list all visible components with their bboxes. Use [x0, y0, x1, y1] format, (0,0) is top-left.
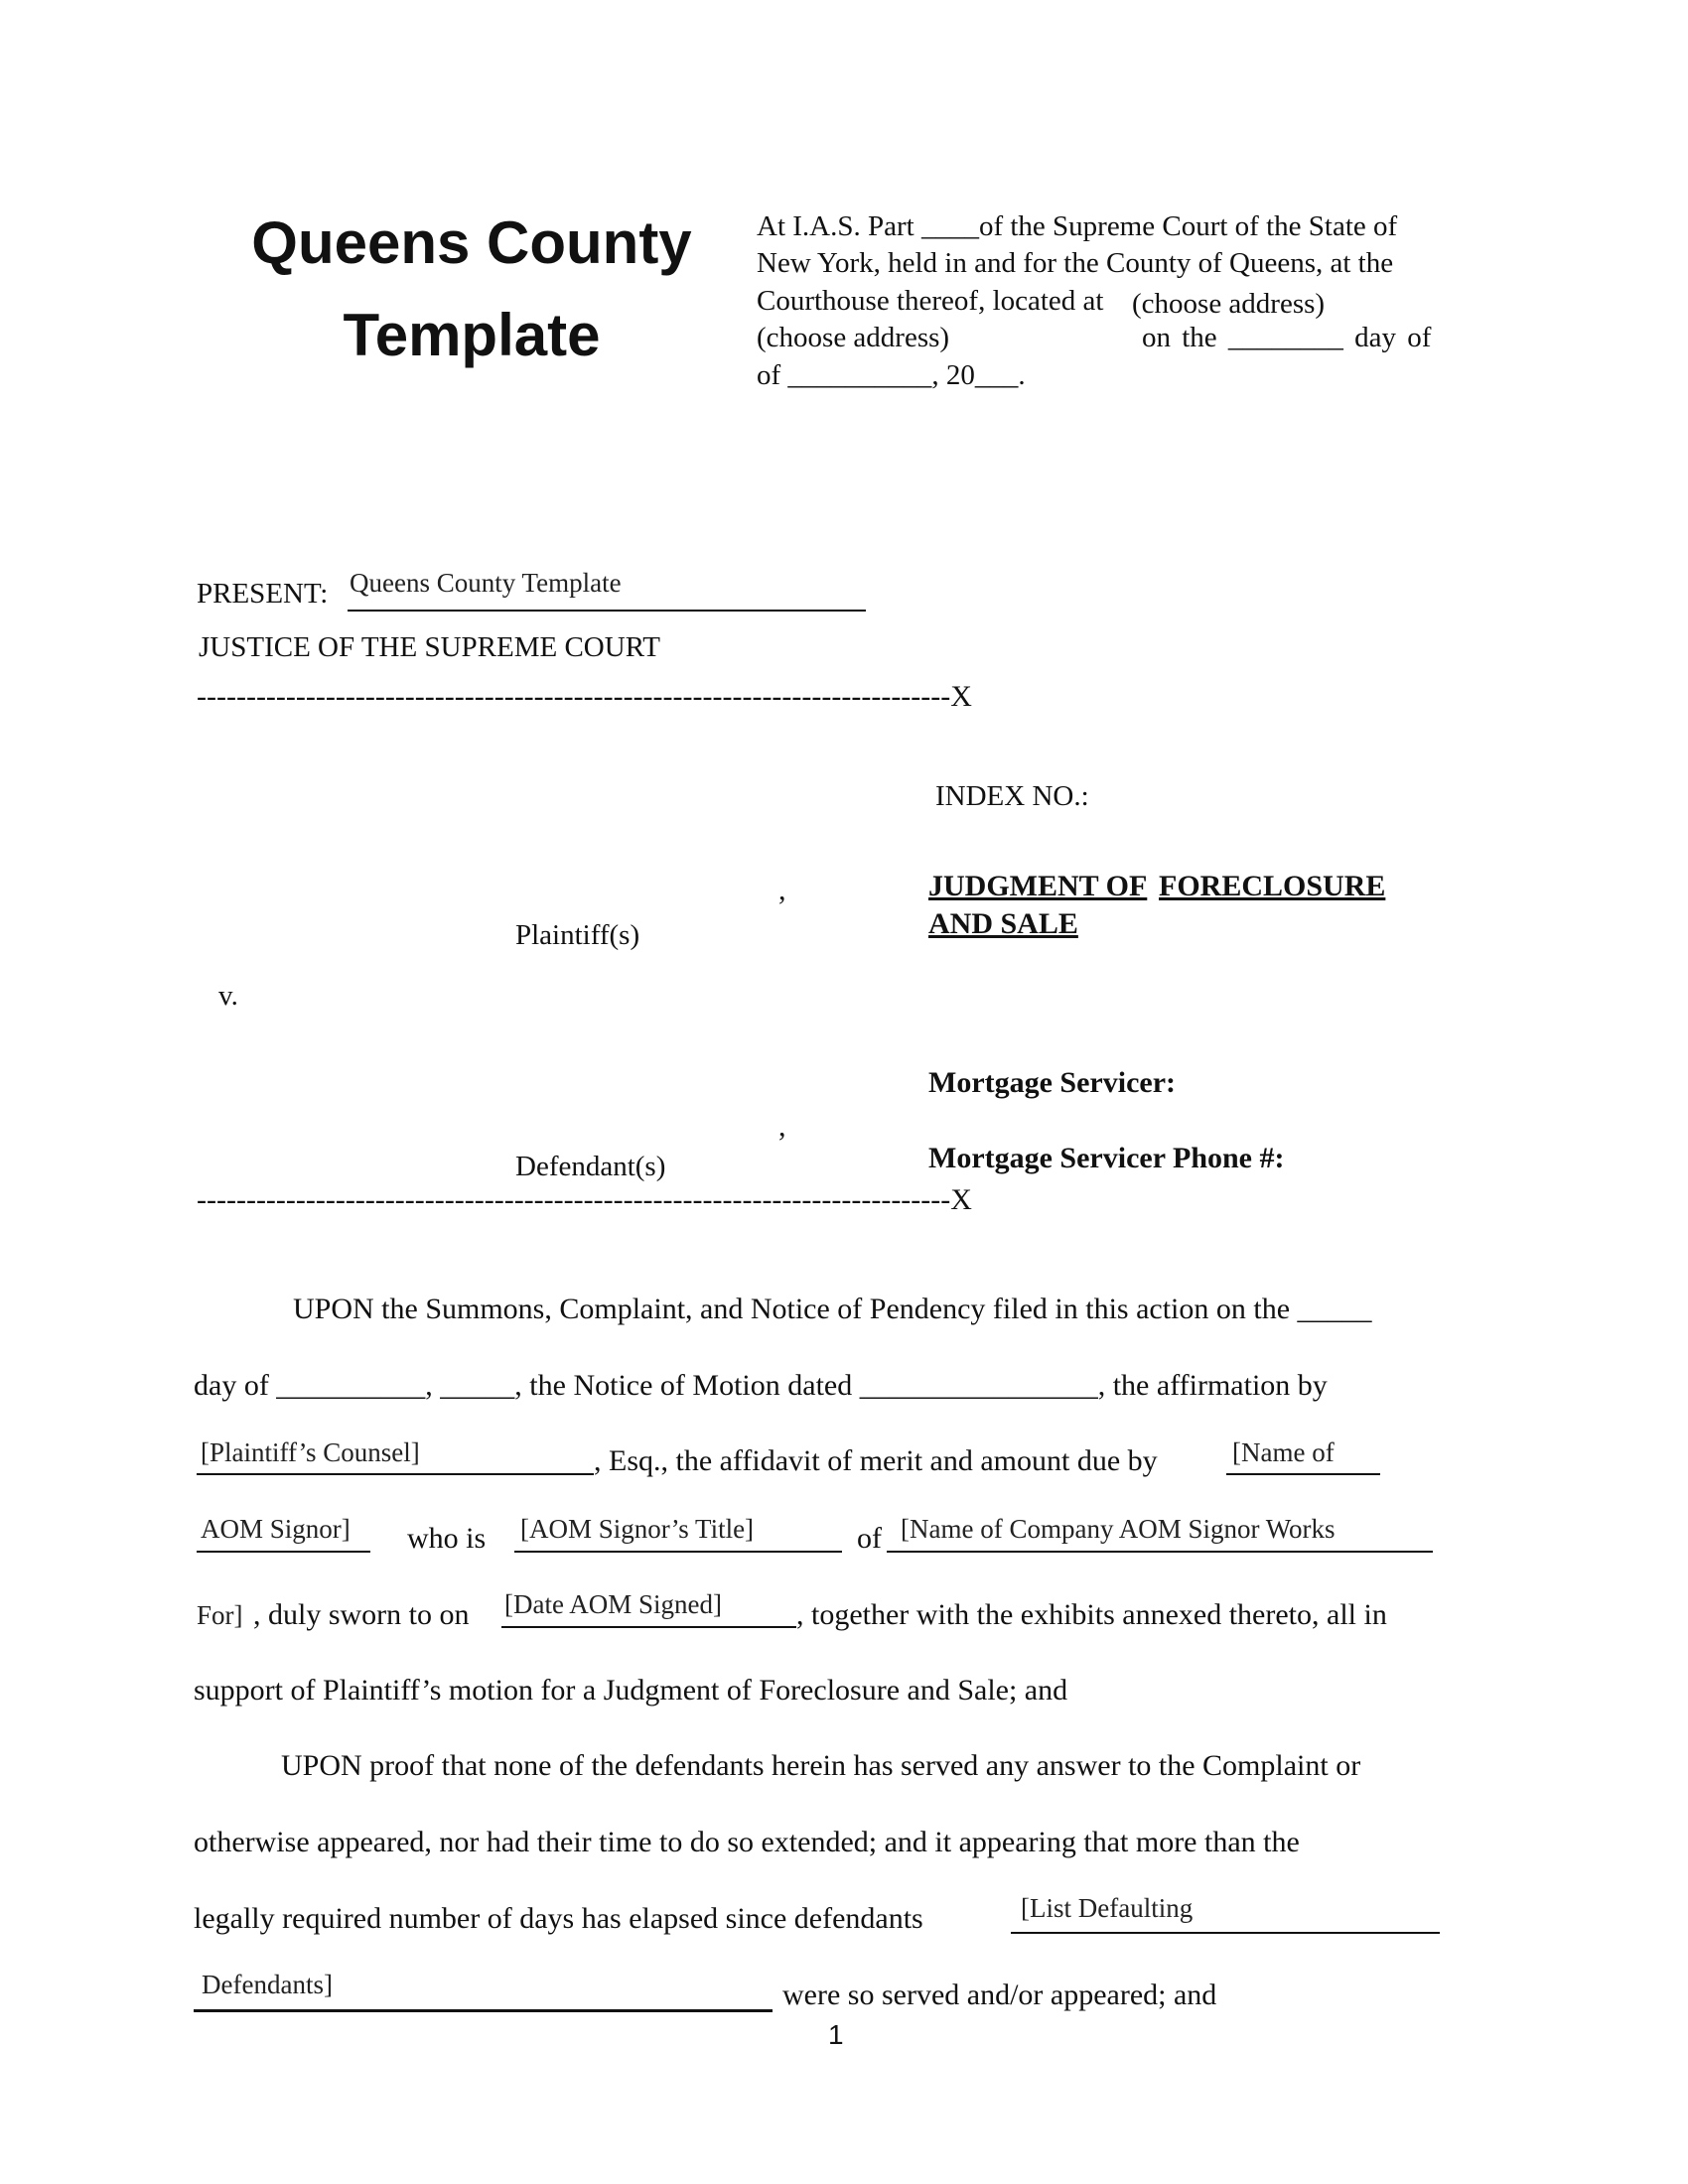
caption-address-field-2[interactable]: (choose address)	[757, 322, 950, 353]
paragraph2-line2: otherwise appeared, nor had their time to do so extended; and it appearing that more than the	[194, 1826, 1300, 1858]
present-value: Queens County Template	[350, 568, 622, 598]
aom-name-value-b: AOM Signor]	[201, 1514, 351, 1544]
present-label: PRESENT:	[197, 578, 329, 610]
paragraph2-line3: legally required number of days has elapsed since defendants	[194, 1902, 923, 1935]
document-title-line2: Template	[343, 302, 601, 368]
plaintiff-counsel-field[interactable]	[197, 1437, 594, 1475]
caption-line1: At I.A.S. Part ____of the Supreme Court of the State of	[757, 210, 1398, 242]
date-aom-signed-field[interactable]	[501, 1588, 796, 1628]
defaulting-defendants-value-b: Defendants]	[202, 1970, 333, 1999]
of-label: of	[857, 1522, 882, 1555]
paragraph1-line5-start: , duly sworn to on	[253, 1598, 470, 1631]
versus-label: v.	[218, 980, 238, 1012]
defendant-label: Defendant(s)	[515, 1151, 666, 1182]
aom-name-field-b[interactable]	[197, 1513, 370, 1553]
page-number: 1	[828, 2019, 844, 2050]
defendant-comma: ,	[778, 1110, 786, 1143]
caption-divider-bottom: ----------------------------------------------------------------------------X	[197, 1183, 972, 1216]
aom-name-value-a: [Name of	[1232, 1437, 1335, 1467]
mortgage-servicer-label: Mortgage Servicer:	[928, 1066, 1177, 1099]
paragraph2-line1: UPON proof that none of the defendants herein has served any answer to the Complaint or	[281, 1749, 1361, 1782]
aom-title-value: [AOM Signor’s Title]	[520, 1514, 755, 1544]
document-title-line1: Queens County	[251, 209, 692, 276]
justice-label: JUSTICE OF THE SUPREME COURT	[199, 631, 661, 663]
caption-address-field-1[interactable]: (choose address)	[1132, 288, 1326, 320]
caption-line5: of __________, 20___.	[757, 359, 1026, 391]
judgment-title-part3: AND SALE	[928, 907, 1078, 940]
company-value-a: [Name of Company AOM Signor Works	[901, 1514, 1336, 1544]
company-field-a[interactable]	[887, 1513, 1433, 1553]
defaulting-defendants-field-b[interactable]	[194, 1968, 773, 2012]
defaulting-defendants-field-a[interactable]	[1011, 1892, 1440, 1934]
plaintiff-comma: ,	[778, 874, 786, 906]
paragraph1-line1: UPON the Summons, Complaint, and Notice of Pendency filed in this action on the _____	[293, 1293, 1372, 1325]
paragraph1-line6: support of Plaintiff’s motion for a Judgment of Foreclosure and Sale; and	[194, 1674, 1068, 1706]
caption-on-the: on the ________ day of	[1142, 322, 1432, 353]
paragraph1-line2: day of __________, _____, the Notice of Motion dated ________________, the affirmation by	[194, 1369, 1328, 1402]
defaulting-defendants-value-a: [List Defaulting	[1021, 1893, 1194, 1923]
date-aom-signed-value: [Date AOM Signed]	[504, 1589, 722, 1619]
aom-name-field-a[interactable]	[1226, 1437, 1380, 1475]
plaintiff-counsel-value: [Plaintiff’s Counsel]	[201, 1437, 420, 1467]
paragraph2-line4-end: were so served and/or appeared; and	[782, 1979, 1217, 2011]
company-value-b[interactable]: For]	[197, 1600, 243, 1630]
caption-divider-top: ----------------------------------------------------------------------------X	[197, 680, 972, 713]
paragraph1-line5-end: , together with the exhibits annexed thereto, all in	[796, 1598, 1387, 1631]
present-field[interactable]	[348, 566, 866, 612]
paragraph1-line3: , Esq., the affidavit of merit and amount due by	[594, 1444, 1158, 1477]
judgment-title-part1: JUDGMENT OF	[928, 870, 1148, 902]
caption-line3: Courthouse thereof, located at	[757, 285, 1104, 317]
plaintiff-label: Plaintiff(s)	[515, 919, 640, 951]
aom-title-field[interactable]	[514, 1513, 842, 1553]
judgment-title-part2: FORECLOSURE	[1159, 870, 1386, 902]
index-label: INDEX NO.:	[935, 780, 1089, 812]
who-is-label: who is	[407, 1522, 487, 1555]
caption-line2: New York, held in and for the County of Queens, at the	[757, 247, 1394, 279]
mortgage-servicer-phone-label: Mortgage Servicer Phone #:	[928, 1142, 1285, 1174]
